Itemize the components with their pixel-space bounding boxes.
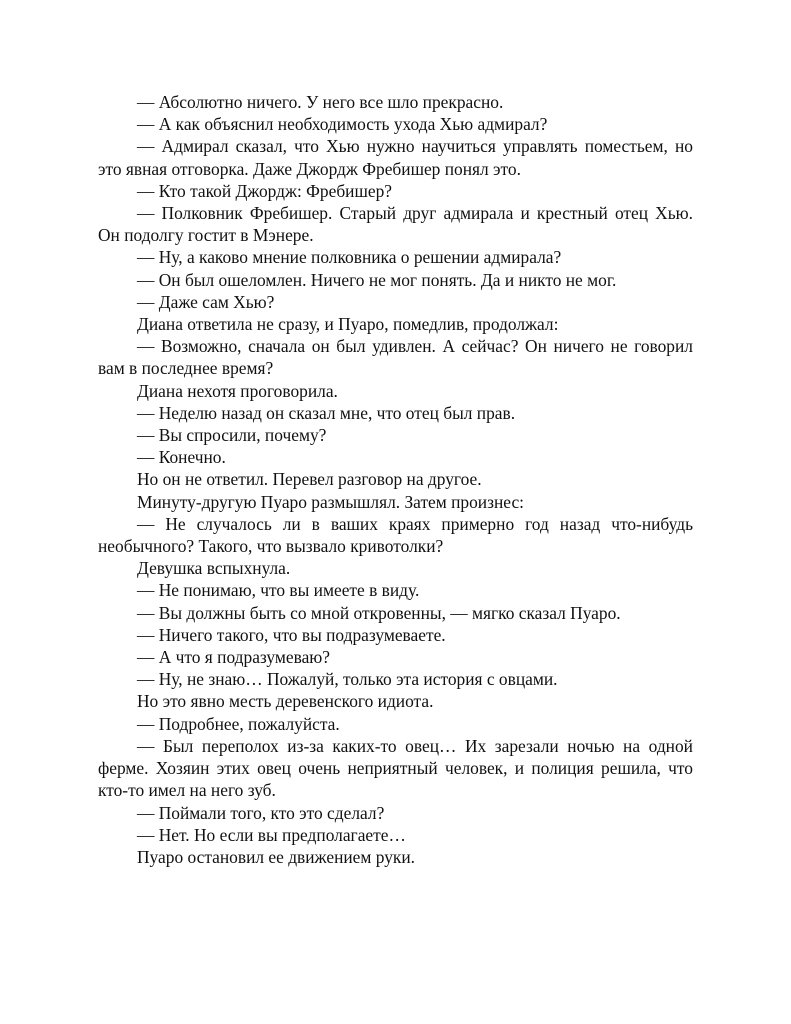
paragraph: — Неделю назад он сказал мне, что отец был прав.: [137, 402, 516, 423]
paragraph: — Даже сам Хью?: [137, 291, 275, 312]
paragraph: Пуаро остановил ее движением руки.: [137, 846, 416, 867]
paragraph: Минуту-другую Пуаро размышлял. Затем произнес:: [137, 491, 524, 512]
paragraph: Диана ответила не сразу, и Пуаро, помедлив, продолжал:: [137, 314, 559, 335]
paragraph: — А что я подразумеваю?: [137, 647, 331, 668]
paragraph: — Ничего такого, что вы подразумеваете.: [137, 624, 446, 645]
paragraph: — Вы должны быть со мной откровенны, — мягко сказал Пуаро.: [137, 602, 621, 623]
paragraph: — Не случалось ли в ваших краях примерно год назад что-нибудь необычного? Такого, что вызвало кривотолки?: [98, 513, 693, 557]
paragraph: — Подробнее, пожалуйста.: [137, 713, 340, 734]
paragraph: — Не понимаю, что вы имеете в виду.: [137, 580, 420, 601]
paragraph: — Ну, а каково мнение полковника о решении адмирала?: [137, 247, 562, 268]
paragraph: — Вы спросили, почему?: [137, 425, 327, 446]
document-page: [98, 91, 693, 868]
paragraph: — А как объяснил необходимость ухода Хью адмирал?: [137, 114, 548, 135]
paragraph: — Конечно.: [137, 447, 226, 468]
paragraph: — Адмирал сказал, что Хью нужно научиться управлять поместьем, но это явная отговорка. Даже Джордж Фребишер понял это.: [98, 136, 693, 179]
paragraph: — Ну, не знаю… Пожалуй, только эта история с овцами.: [137, 669, 558, 690]
paragraph: — Кто такой Джордж: Фребишер?: [137, 180, 393, 201]
paragraph: — Полковник Фребишер. Старый друг адмирала и крестный отец Хью. Он подолгу гостит в Мэнере.: [98, 203, 693, 246]
paragraph: — Был переполох из-за каких-то овец… Их зарезали ночью на одной ферме. Хозяин этих овец очень неприятный человек, и полиция решила, что кто-то имел на него зуб.: [98, 735, 693, 801]
paragraph: Диана нехотя проговорила.: [137, 380, 338, 401]
paragraph: Но он не ответил. Перевел разговор на другое.: [137, 469, 482, 490]
paragraph: Но это явно месть деревенского идиота.: [137, 691, 434, 712]
paragraph: — Нет. Но если вы предполагаете…: [137, 824, 406, 845]
paragraph: — Он был ошеломлен. Ничего не мог понять. Да и никто не мог.: [137, 269, 617, 290]
paragraph: — Абсолютно ничего. У него все шло прекрасно.: [137, 92, 504, 112]
paragraph: — Поймали того, кто это сделал?: [137, 802, 385, 823]
paragraph: Девушка вспыхнула.: [137, 558, 291, 579]
paragraph: — Возможно, сначала он был удивлен. А сейчас? Он ничего не говорил вам в последнее время?: [98, 336, 693, 379]
